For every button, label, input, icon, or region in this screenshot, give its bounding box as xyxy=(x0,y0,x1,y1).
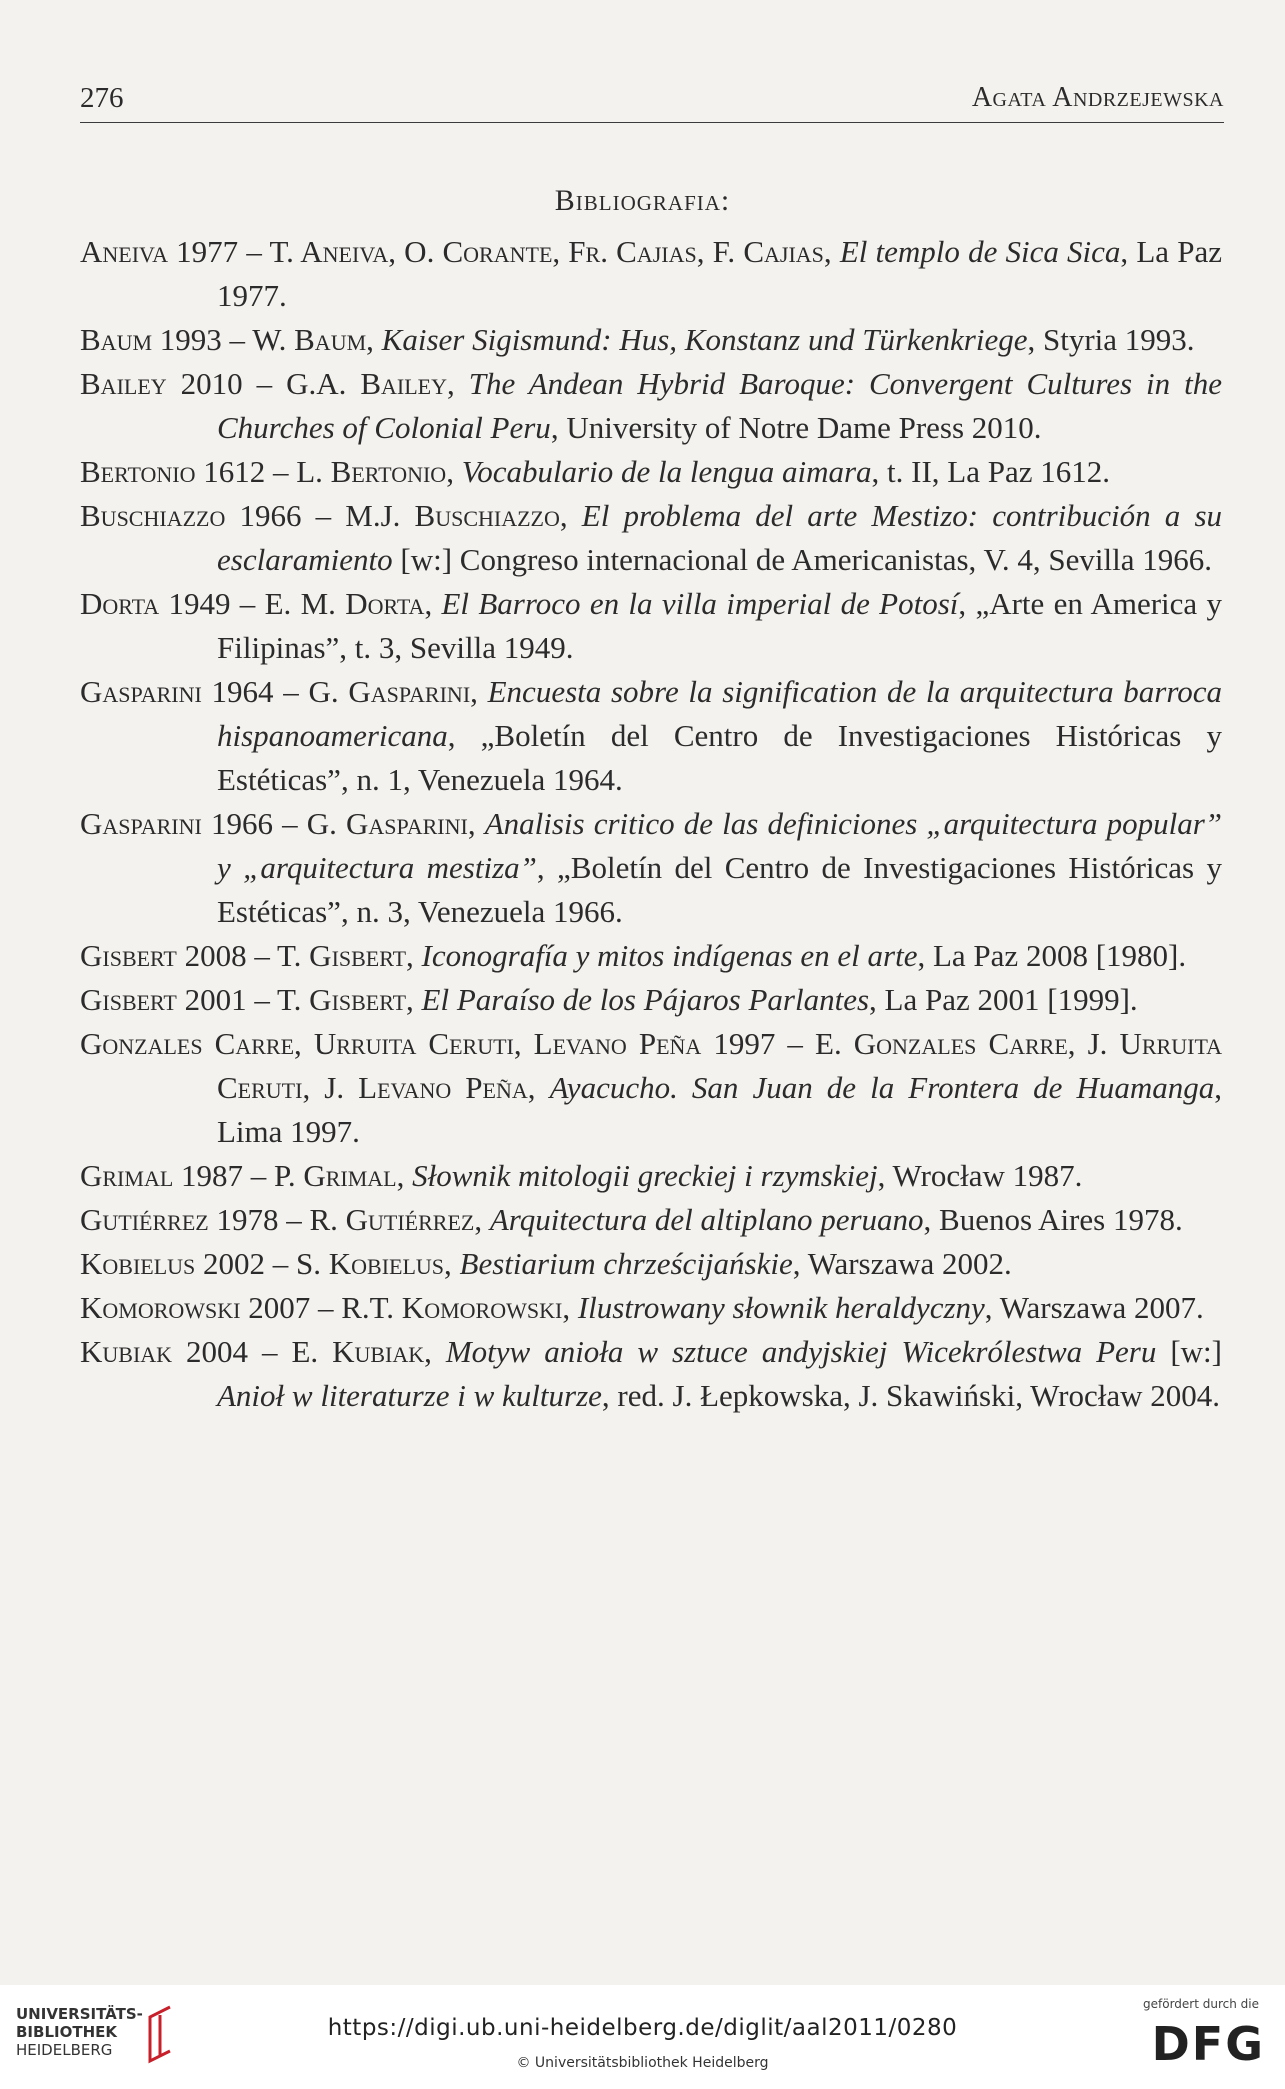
footer-bar xyxy=(0,1985,1285,2089)
entry-title: Encuesta sobre la signification de la arquitectura barroca hispanoamericana xyxy=(217,674,1223,753)
entry-key: Dorta 1949 – xyxy=(80,586,265,621)
entry-key: Komorowski 2007 – xyxy=(80,1290,342,1325)
entry-author: S. Kobielus xyxy=(296,1246,445,1281)
entry-details: , La Paz 2001 [1999]. xyxy=(869,982,1138,1017)
entry-key: Kubiak 2004 – xyxy=(80,1334,292,1369)
entry-key: Grimal 1987 – xyxy=(80,1158,275,1193)
bibliography-entry: Aneiva 1977 – T. Aneiva, O. Corante, Fr. Cajias, F. Cajias, El templo de Sica Sica, La Paz 1977. xyxy=(80,234,1222,313)
entry-title: Ilustrowany słownik heraldyczny xyxy=(577,1290,985,1325)
entry-details: [w:] Congreso internacional de Americanistas, V. 4, Sevilla 1966. xyxy=(392,542,1212,577)
entry-title: Iconografía y mitos indígenas en el arte xyxy=(421,938,918,973)
entry-details: [w:] xyxy=(1156,1334,1222,1369)
entry-author: R.T. Komorowski xyxy=(341,1290,563,1325)
entry-title: El Barroco en la villa imperial de Potosí xyxy=(441,586,959,621)
bibliography-entry: Kobielus 2002 – S. Kobielus, Bestiarium chrześcijańskie, Warszawa 2002. xyxy=(80,1246,1012,1281)
entry-details: , Styria 1993. xyxy=(1027,322,1195,357)
entry-key: Bailey 2010 – xyxy=(80,366,287,401)
entry-title: Kaiser Sigismund: Hus, Konstanz und Türkenkriege xyxy=(381,322,1028,357)
running-head: Agata Andrzejewska xyxy=(971,82,1224,113)
entry-key: Buschiazzo 1966 – xyxy=(80,498,346,533)
entry-author: G. Gasparini xyxy=(308,674,471,709)
bibliography-entry: Gasparini 1966 – G. Gasparini, Analisis critico de las definiciones „arquitectura popular” y „arquitectura mestiza”, „Boletín del Centro de Investigaciones Históricas y Estéticas”, n. 3, Venezuela 1966. xyxy=(80,806,1223,929)
entry-author: G. Gasparini xyxy=(306,806,468,841)
entry-author: R. Gutiérrez xyxy=(309,1202,475,1237)
entry-author: E. Kubiak xyxy=(291,1334,425,1369)
copyright-notice: © Universitätsbibliothek Heidelberg xyxy=(516,2055,769,2071)
bibliography-entry: Kubiak 2004 – E. Kubiak, Motyw anioła w sztuce andyjskiej Wicekrólestwa Peru [w:] Anioł w literaturze i w kulturze, red. J. Łepkowska, J. Skawiński, Wrocław 2004. xyxy=(80,1334,1222,1413)
entry-title: Słownik mitologii greckiej i rzymskiej xyxy=(412,1158,878,1193)
bibliography-entry: Dorta 1949 – E. M. Dorta, El Barroco en la villa imperial de Potosí, „Arte en America y Filipinas”, t. 3, Sevilla 1949. xyxy=(80,586,1222,665)
entry-details: , La Paz 1977. xyxy=(217,234,1222,313)
entry-title: El Paraíso de los Pájaros Parlantes xyxy=(421,982,870,1017)
bibliography-entry: Gasparini 1964 – G. Gasparini, Encuesta sobre la signification de la arquitectura barroca hispanoamericana, „Boletín del Centro de Investigaciones Históricas y Estéticas”, n. 1, Venezuela 1964. xyxy=(80,674,1223,797)
library-name-line: UNIVERSITÄTS- xyxy=(16,2005,143,2023)
page-number: 276 xyxy=(80,82,124,114)
entry-key: Kobielus 2002 – xyxy=(80,1246,297,1281)
entry-author: P. Grimal xyxy=(274,1158,397,1193)
entry-title: Arquitectura del altiplano peruano xyxy=(489,1202,924,1237)
entry-author: T. Aneiva, O. Corante, Fr. Cajias, F. Cajias xyxy=(269,234,824,269)
entry-key: Gonzales Carre, Urruita Ceruti, Levano Peña 1997 – xyxy=(80,1026,816,1061)
funder-caption: gefördert durch die xyxy=(1143,1997,1259,2011)
bibliography-list xyxy=(80,230,1222,1418)
bibliography-entry: Bailey 2010 – G.A. Bailey, The Andean Hybrid Baroque: Convergent Cultures in the Churches of Colonial Peru, University of Notre Dame Press 2010. xyxy=(80,366,1223,445)
entry-details: , „Boletín del Centro de Investigaciones Históricas y Estéticas”, n. 3, Venezuela 1966. xyxy=(217,850,1223,929)
bibliography-entry: Buschiazzo 1966 – M.J. Buschiazzo, El problema del arte Mestizo: contribución a su esclaramiento [w:] Congreso internacional de Americanistas, V. 4, Sevilla 1966. xyxy=(80,498,1223,577)
entry-title: Bestiarium chrześcijańskie xyxy=(459,1246,793,1281)
entry-title: Ayacucho. San Juan de la Frontera de Huamanga xyxy=(549,1070,1215,1105)
entry-key: Gasparini 1966 – xyxy=(80,806,307,841)
dfg-logo[interactable]: DFG xyxy=(1151,2017,1265,2071)
entry-details: , t. II, La Paz 1612. xyxy=(871,454,1111,489)
bibliography-entry: Baum 1993 – W. Baum, Kaiser Sigismund: Hus, Konstanz und Türkenkriege, Styria 1993. xyxy=(80,322,1195,357)
entry-details: , „Boletín del Centro de Investigaciones Históricas y Estéticas”, n. 1, Venezuela 1964. xyxy=(217,718,1222,797)
bibliography-entry: Komorowski 2007 – R.T. Komorowski, Ilustrowany słownik heraldyczny, Warszawa 2007. xyxy=(80,1290,1204,1325)
entry-title: El problema del arte Mestizo: contribución a su esclaramiento xyxy=(217,498,1223,577)
entry-key: Gutiérrez 1978 – xyxy=(80,1202,310,1237)
library-name-line: BIBLIOTHEK xyxy=(16,2023,117,2041)
entry-title: Anioł w literaturze i w kulturze xyxy=(217,1378,602,1413)
entry-details: , La Paz 2008 [1980]. xyxy=(917,938,1187,973)
page-header xyxy=(80,78,1224,123)
entry-author: M.J. Buschiazzo xyxy=(345,498,560,533)
entry-details: , University of Notre Dame Press 2010. xyxy=(550,410,1042,445)
entry-title: Vocabulario de la lengua aimara xyxy=(461,454,872,489)
bibliography-entry: Bertonio 1612 – L. Bertonio, Vocabulario de la lengua aimara, t. II, La Paz 1612. xyxy=(80,454,1111,489)
library-name-line: HEIDELBERG xyxy=(16,2041,113,2059)
entry-details: , Lima 1997. xyxy=(217,1070,1222,1149)
entry-details: , Wrocław 1987. xyxy=(877,1158,1083,1193)
entry-details: , Buenos Aires 1978. xyxy=(923,1202,1183,1237)
bibliography-entry: Grimal 1987 – P. Grimal, Słownik mitologii greckiej i rzymskiej, Wrocław 1987. xyxy=(80,1158,1083,1193)
bibliography-heading: Bibliografia: xyxy=(554,184,731,217)
entry-key: Aneiva 1977 – xyxy=(80,234,270,269)
entry-details: , Warszawa 2002. xyxy=(792,1246,1012,1281)
entry-author: T. Gisbert xyxy=(277,938,407,973)
entry-author: T. Gisbert xyxy=(277,982,407,1017)
entry-author: E. M. Dorta xyxy=(264,586,425,621)
bibliography-entry: Gisbert 2001 – T. Gisbert, El Paraíso de los Pájaros Parlantes, La Paz 2001 [1999]. xyxy=(80,982,1138,1017)
entry-title: Motyw anioła w sztuce andyjskiej Wicekrólestwa Peru xyxy=(445,1334,1157,1369)
entry-key: Gisbert 2008 – xyxy=(80,938,278,973)
bibliography-entry: Gonzales Carre, Urruita Ceruti, Levano Peña 1997 – E. Gonzales Carre, J. Urruita Ceruti, J. Levano Peña, Ayacucho. San Juan de la Frontera de Huamanga, Lima 1997. xyxy=(80,1026,1223,1149)
entry-author: E. Gonzales Carre, J. Urruita Ceruti, J. Levano Peña xyxy=(217,1026,1223,1105)
entry-title: El templo de Sica Sica xyxy=(839,234,1121,269)
bibliography-entry: Gisbert 2008 – T. Gisbert, Iconografía y mitos indígenas en el arte, La Paz 2008 [1980]. xyxy=(80,938,1187,973)
entry-author: G.A. Bailey xyxy=(286,366,447,401)
entry-title: Analisis critico de las definiciones „arquitectura popular” y „arquitectura mestiza” xyxy=(217,806,1223,885)
entry-details: , „Arte en America y Filipinas”, t. 3, Sevilla 1949. xyxy=(217,586,1222,665)
entry-author: L. Bertonio xyxy=(296,454,447,489)
bibliography-entry: Gutiérrez 1978 – R. Gutiérrez, Arquitectura del altiplano peruano, Buenos Aires 1978. xyxy=(80,1202,1183,1237)
entry-key: Gisbert 2001 – xyxy=(80,982,278,1017)
entry-details: , red. J. Łepkowska, J. Skawiński, Wrocław 2004. xyxy=(601,1378,1221,1413)
entry-key: Baum 1993 – xyxy=(80,322,253,357)
entry-key: Gasparini 1964 – xyxy=(80,674,309,709)
entry-title: The Andean Hybrid Baroque: Convergent Cultures in the Churches of Colonial Peru xyxy=(217,366,1223,445)
entry-key: Bertonio 1612 – xyxy=(80,454,297,489)
permalink-url[interactable]: https://digi.ub.uni-heidelberg.de/diglit/aal2011/0280 xyxy=(327,2015,958,2041)
entry-author: W. Baum xyxy=(252,322,367,357)
entry-details: , Warszawa 2007. xyxy=(984,1290,1204,1325)
